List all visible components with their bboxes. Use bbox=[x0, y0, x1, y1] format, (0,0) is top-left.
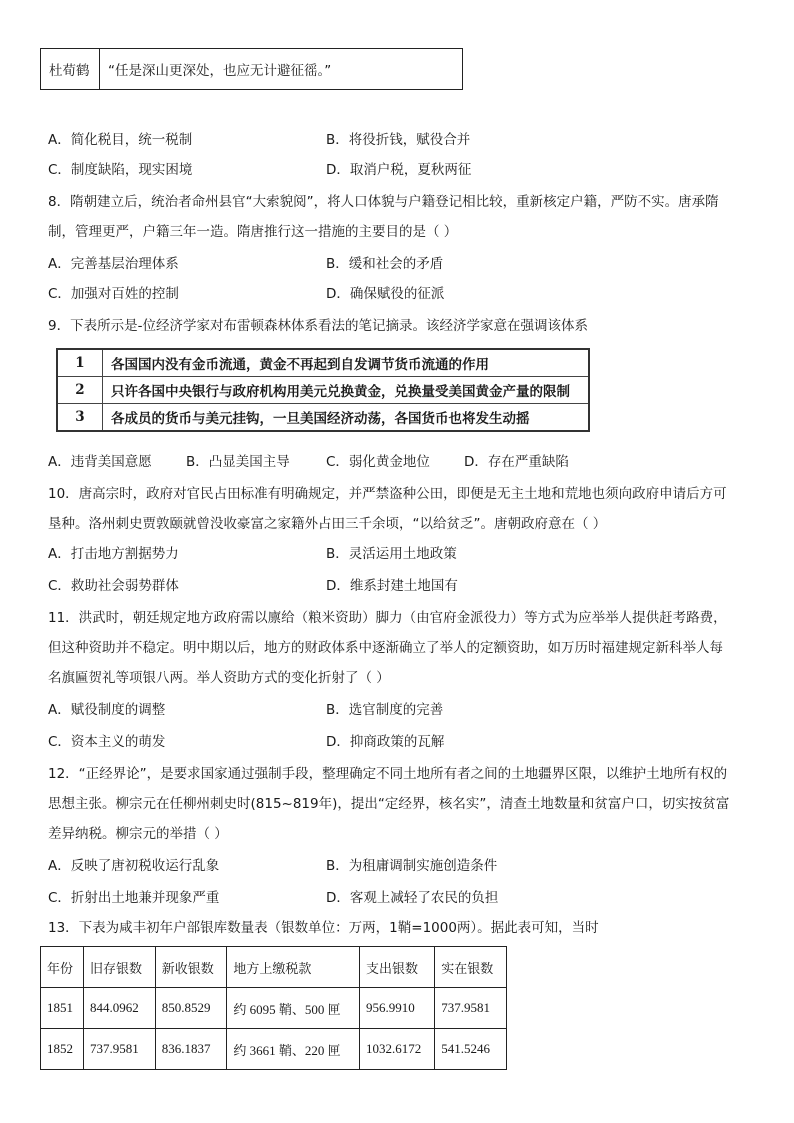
column-header: 实在银数 bbox=[435, 947, 507, 988]
q7-option-c[interactable]: C．制度缺陷，现实困境 bbox=[48, 162, 193, 178]
q8-option-b[interactable]: B．缓和社会的矛盾 bbox=[326, 256, 444, 272]
table-row bbox=[57, 377, 589, 404]
row-number: 2 bbox=[57, 377, 103, 404]
q12-option-d[interactable]: D．客观上减轻了农民的负担 bbox=[326, 890, 499, 906]
q12-option-c[interactable]: C．折射出土地兼并现象严重 bbox=[48, 890, 220, 906]
table-cell: 约 6095 鞘、500 匣 bbox=[227, 988, 360, 1029]
q8-option-c[interactable]: C．加强对百姓的控制 bbox=[48, 286, 179, 302]
q8-option-a[interactable]: A．完善基层治理体系 bbox=[48, 256, 179, 272]
q11-stem-line2: 但这种资助并不稳定。明中期以后，地方的财政体系中逐渐确立了举人的定额资助，如万历时福建规定新科举人每 bbox=[48, 640, 723, 656]
q8-option-d[interactable]: D．确保赋役的征派 bbox=[326, 286, 445, 302]
q12-stem-line3: 差异纳税。柳宗元的举措（ ） bbox=[48, 826, 228, 842]
quote-author: 杜荀鹤 bbox=[41, 49, 100, 90]
bretton-woods-table bbox=[56, 348, 590, 432]
table-cell: 541.5246 bbox=[435, 1029, 507, 1070]
q10-stem-line1: 10．唐高宗时，政府对官民占田标准有明确规定，并严禁盗种公田，即便是无主土地和荒地也须向政府申请后方可 bbox=[48, 486, 727, 502]
q10-option-c[interactable]: C．救助社会弱势群体 bbox=[48, 578, 179, 594]
q11-option-c[interactable]: C．资本主义的萌发 bbox=[48, 734, 166, 750]
q11-option-d[interactable]: D．抑商政策的瓦解 bbox=[326, 734, 445, 750]
table-row bbox=[41, 988, 507, 1029]
q10-option-a[interactable]: A．打击地方割据势力 bbox=[48, 546, 179, 562]
table-cell: 956.9910 bbox=[360, 988, 435, 1029]
table-cell: 844.0962 bbox=[84, 988, 156, 1029]
quote-text: “任是深山更深处，也应无计避征徭。” bbox=[100, 49, 463, 90]
column-header: 旧存银数 bbox=[84, 947, 156, 988]
q9-option-b[interactable]: B．凸显美国主导 bbox=[186, 454, 290, 470]
row-text: 只许各国中央银行与政府机构用美元兑换黄金，兑换量受美国黄金产量的限制 bbox=[103, 377, 590, 404]
q7-option-d[interactable]: D．取消户税，夏秋两征 bbox=[326, 162, 472, 178]
q12-option-b[interactable]: B．为租庸调制实施创造条件 bbox=[326, 858, 498, 874]
q13-stem: 13．下表为咸丰初年户部银库数量表（银数单位：万两，1鞘=1000两）。据此表可知，当时 bbox=[48, 920, 599, 936]
q11-stem-line3: 名旗匾贺礼等项银八两。举人资助方式的变化折射了（ ） bbox=[48, 670, 390, 686]
column-header: 新收银数 bbox=[155, 947, 227, 988]
q11-option-b[interactable]: B．选官制度的完善 bbox=[326, 702, 444, 718]
q10-option-b[interactable]: B．灵活运用土地政策 bbox=[326, 546, 457, 562]
q11-stem-line1: 11．洪武时，朝廷规定地方政府需以廪给（粮米资助）脚力（由官府金派役力）等方式为应举举人提供赶考路费， bbox=[48, 610, 727, 626]
row-text: 各国国内没有金币流通，黄金不再起到自发调节货币流通的作用 bbox=[103, 349, 590, 377]
table-cell: 1852 bbox=[41, 1029, 84, 1070]
table-cell: 737.9581 bbox=[435, 988, 507, 1029]
q11-option-a[interactable]: A．赋役制度的调整 bbox=[48, 702, 166, 718]
q10-stem-line2: 垦种。洛州刺史贾敦颐就曾没收豪富之家籍外占田三千余顷，“以给贫乏”。唐朝政府意在（ ） bbox=[48, 516, 607, 532]
table-cell: 850.8529 bbox=[155, 988, 227, 1029]
row-number: 3 bbox=[57, 404, 103, 432]
column-header: 地方上缴税款 bbox=[227, 947, 360, 988]
table-cell: 1032.6172 bbox=[360, 1029, 435, 1070]
table-cell: 1851 bbox=[41, 988, 84, 1029]
q9-option-a[interactable]: A．违背美国意愿 bbox=[48, 454, 152, 470]
table-cell: 约 3661 鞘、220 匣 bbox=[227, 1029, 360, 1070]
table-row bbox=[57, 404, 589, 432]
q9-option-d[interactable]: D．存在严重缺陷 bbox=[464, 454, 569, 470]
q12-stem-line2: 思想主张。柳宗元在任柳州刺史时(815~819年)，提出“定经界，核名实”，清查土地数量和贫富户口，切实按贫富 bbox=[48, 796, 730, 812]
q8-stem-line2: 制，管理更严，户籍三年一造。隋唐推行这一措施的主要目的是（ ） bbox=[48, 224, 458, 240]
column-header: 支出银数 bbox=[360, 947, 435, 988]
table-cell: 737.9581 bbox=[84, 1029, 156, 1070]
row-number: 1 bbox=[57, 349, 103, 377]
q12-stem-line1: 12．“正经界论”，是要求国家通过强制手段，整理确定不同土地所有者之间的土地疆界区限，以维护土地所有权的 bbox=[48, 766, 728, 782]
table-header-row bbox=[41, 947, 507, 988]
q12-option-a[interactable]: A．反映了唐初税收运行乱象 bbox=[48, 858, 220, 874]
row-text: 各成员的货币与美元挂钩，一旦美国经济动荡，各国货币也将发生动摇 bbox=[103, 404, 590, 432]
table-row bbox=[41, 1029, 507, 1070]
q8-stem-line1: 8．隋朝建立后，统治者命州县官“大索貌阅”，将人口体貌与户籍登记相比较，重新核定户籍，严防不实。唐承隋 bbox=[48, 194, 719, 210]
q9-option-c[interactable]: C．弱化黄金地位 bbox=[326, 454, 430, 470]
column-header: 年份 bbox=[41, 947, 84, 988]
silver-treasury-table bbox=[40, 946, 507, 1070]
table-cell: 836.1837 bbox=[155, 1029, 227, 1070]
quote-table bbox=[40, 48, 463, 90]
table-row bbox=[57, 349, 589, 377]
q10-option-d[interactable]: D．维系封建土地国有 bbox=[326, 578, 458, 594]
q7-option-b[interactable]: B．将役折钱，赋役合并 bbox=[326, 132, 471, 148]
q7-option-a[interactable]: A．简化税目，统一税制 bbox=[48, 132, 193, 148]
q9-stem: 9．下表所示是-位经济学家对布雷顿森林体系看法的笔记摘录。该经济学家意在强调该体系 bbox=[48, 318, 588, 334]
